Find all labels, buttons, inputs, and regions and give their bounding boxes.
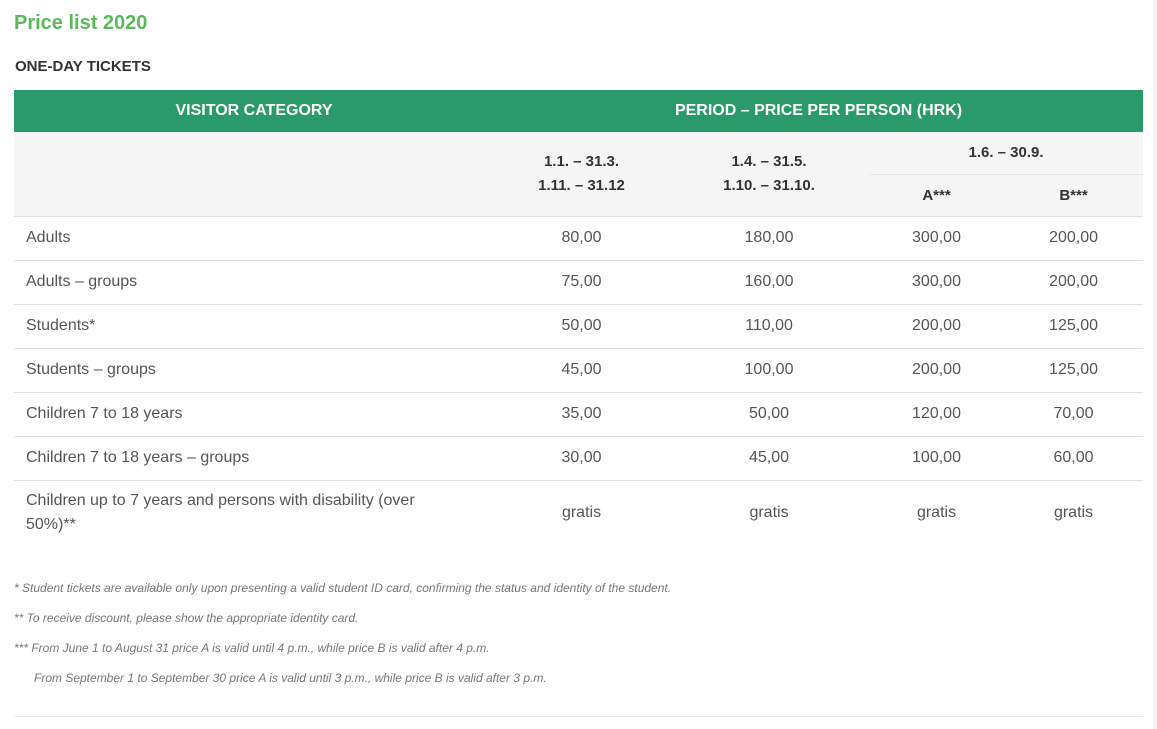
period-3-price-a: A*** <box>869 174 1004 216</box>
section-title: ONE-DAY TICKETS <box>15 58 151 75</box>
row-price-period-2: 45,00 <box>748 449 790 466</box>
row-price-a: 300,00 <box>912 229 961 246</box>
row-price-a: 100,00 <box>912 449 961 466</box>
row-price-a: 200,00 <box>912 317 961 334</box>
row-price-a: gratis <box>916 504 957 522</box>
row-price-b: 125,00 <box>1049 361 1098 378</box>
row-price-a: 300,00 <box>912 273 961 290</box>
row-category: Adults <box>26 229 71 246</box>
period-1-line-2: 1.11. – 31.12 <box>538 176 625 194</box>
footnote-price-a-b-september: From September 1 to September 30 price A is valid until 3 p.m., while price B is valid after 3 p.m. <box>34 671 547 685</box>
period-2 <box>669 132 869 216</box>
table-row <box>14 392 1143 436</box>
row-price-period-1: 50,00 <box>561 317 602 334</box>
table-header-row <box>14 90 1143 132</box>
row-category: Adults – groups <box>26 273 138 290</box>
header-visitor-category: VISITOR CATEGORY <box>14 90 494 132</box>
row-category: Students – groups <box>26 361 156 378</box>
row-price-period-1: 45,00 <box>561 361 602 378</box>
row-price-b: 70,00 <box>1053 405 1094 422</box>
row-price-period-1: 80,00 <box>561 229 602 246</box>
row-category: Children up to 7 years and persons with disability (over 50%)** <box>26 492 415 534</box>
footnotes <box>14 579 671 699</box>
header-period-price: PERIOD – PRICE PER PERSON (HRK) <box>494 90 1143 132</box>
row-price-b: 200,00 <box>1049 273 1098 290</box>
table-row <box>14 260 1143 304</box>
row-category: Children 7 to 18 years <box>26 405 183 422</box>
footnote-discount: ** To receive discount, please show the appropriate identity card. <box>14 611 359 625</box>
row-category: Students* <box>26 317 96 334</box>
row-category: Children 7 to 18 years – groups <box>26 449 250 466</box>
table-row <box>14 216 1143 260</box>
row-price-b: 125,00 <box>1049 317 1098 334</box>
footnote-student: * Student tickets are available only upon presenting a valid student ID card, confirming the status and identity of the student. <box>14 581 672 595</box>
period-1-line-1: 1.1. – 31.3. <box>543 152 620 170</box>
row-price-period-1: 30,00 <box>561 449 602 466</box>
row-price-a: 200,00 <box>912 361 961 378</box>
row-price-period-2: 160,00 <box>744 273 794 290</box>
row-price-period-2: gratis <box>749 504 789 522</box>
row-price-period-1: gratis <box>561 504 602 522</box>
row-price-period-2: 100,00 <box>744 361 794 378</box>
period-2-line-1: 1.4. – 31.5. <box>731 152 807 170</box>
row-price-b: 200,00 <box>1049 229 1098 246</box>
period-3: 1.6. – 30.9. <box>869 132 1143 174</box>
footnote-price-a-b-summer: *** From June 1 to August 31 price A is valid until 4 p.m., while price B is valid after 4 p.m. <box>14 641 490 655</box>
row-price-period-1: 35,00 <box>561 405 602 422</box>
period-header-row <box>14 132 1143 174</box>
row-price-period-1: 75,00 <box>561 273 602 290</box>
table-row <box>14 436 1143 480</box>
period-header-blank <box>14 132 494 216</box>
table-row <box>14 348 1143 392</box>
page-title: Price list 2020 <box>14 12 148 34</box>
row-price-period-2: 50,00 <box>748 405 790 422</box>
period-2-line-2: 1.10. – 31.10. <box>723 176 815 194</box>
period-3-price-b: B*** <box>1004 174 1143 216</box>
bottom-divider <box>14 716 1143 717</box>
row-price-period-2: 180,00 <box>744 229 794 246</box>
period-1 <box>494 132 669 216</box>
page-edge <box>1153 0 1157 729</box>
row-price-a: 120,00 <box>912 405 961 422</box>
table-row <box>14 304 1143 348</box>
price-table <box>14 90 1143 546</box>
row-price-b: gratis <box>1053 504 1094 522</box>
row-price-period-2: 110,00 <box>745 317 793 334</box>
table-row <box>14 480 1143 546</box>
row-price-b: 60,00 <box>1053 449 1094 466</box>
